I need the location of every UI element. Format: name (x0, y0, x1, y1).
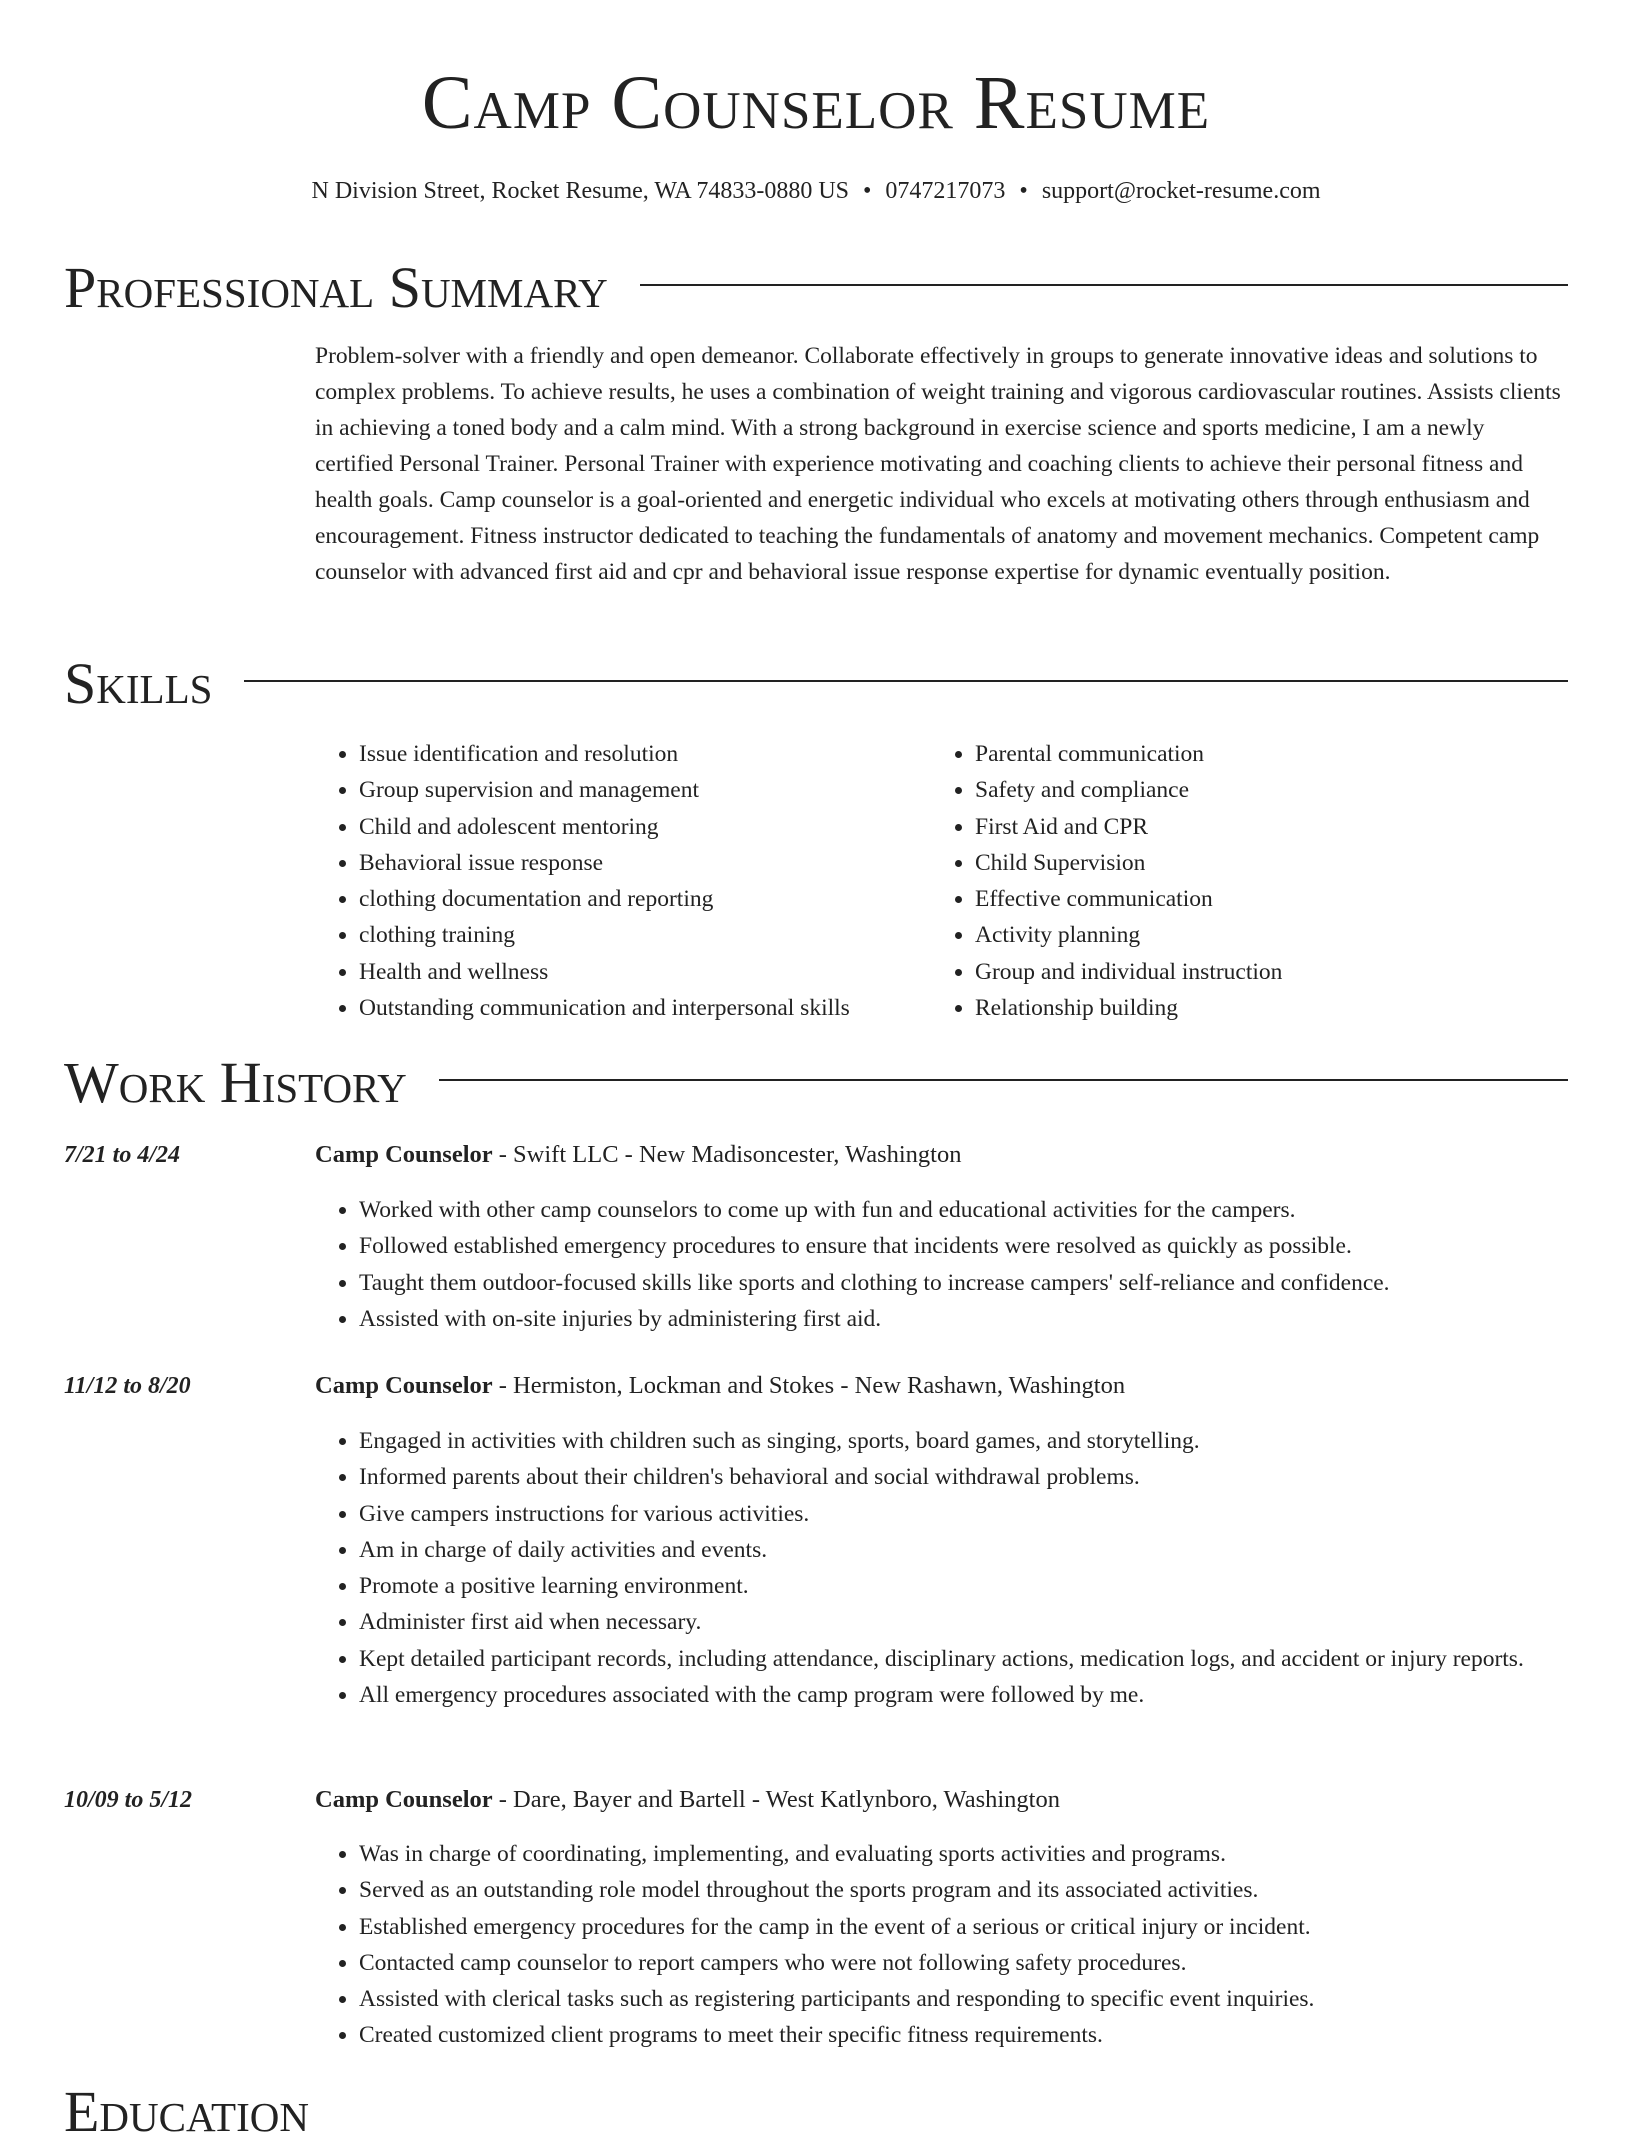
skill-item: • Activity planning (975, 917, 1575, 953)
resume-title: Camp Counselor Resume (421, 61, 1211, 145)
section-divider (439, 1079, 1568, 1081)
work-section-heading (64, 1051, 1568, 1115)
section-divider (244, 680, 1568, 682)
skill-item: • Relationship building (975, 990, 1575, 1026)
job-bullet: • Followed established emergency procedures to ensure that incidents were resolved as quickly as possible. (359, 1228, 1612, 1264)
job-employer: - Dare, Bayer and Bartell - West Katlynboro, Washington (492, 1786, 1060, 1813)
job-bullet: • Engaged in activities with children such as singing, sports, board games, and storytelling. (359, 1423, 1612, 1459)
job-employer: - Hermiston, Lockman and Stokes - New Rashawn, Washington (492, 1372, 1126, 1399)
section-divider (640, 284, 1568, 286)
job-dates: 10/09 to 5/12 (64, 1787, 193, 1813)
job-title-line (315, 1138, 961, 1172)
job-bullet: • Administer first aid when necessary. (359, 1604, 1612, 1640)
job-dates: 7/21 to 4/24 (64, 1142, 181, 1168)
education-heading: Education (64, 2079, 309, 2144)
job-bullet: • All emergency procedures associated with the camp program were followed by me. (359, 1677, 1612, 1713)
job-bullet: • Established emergency procedures for the camp in the event of a serious or critical injury or incident. (359, 1909, 1612, 1945)
job-bullet: • Kept detailed participant records, including attendance, disciplinary actions, medication logs, and accident or injury reports. (359, 1641, 1612, 1677)
job-bullet: • Promote a positive learning environment. (359, 1568, 1612, 1604)
job-bullet: • Assisted with on-site injuries by administering first aid. (359, 1301, 1612, 1337)
skill-item: • Group and individual instruction (975, 954, 1575, 990)
skill-item: • Behavioral issue response (359, 845, 929, 881)
job-bullet: • Assisted with clerical tasks such as registering participants and responding to specific event inquiries. (359, 1981, 1612, 2017)
job-title-line (315, 1369, 1125, 1403)
contact-email[interactable]: support@rocket-resume.com (1041, 178, 1321, 204)
job-role: Camp Counselor (315, 1141, 493, 1168)
job-bullets (315, 1192, 1612, 1337)
contact-separator: • (863, 178, 872, 204)
job-role: Camp Counselor (315, 1372, 493, 1399)
skill-item: • Child and adolescent mentoring (359, 809, 929, 845)
job-bullet: • Contacted camp counselor to report campers who were not following safety procedures. (359, 1945, 1612, 1981)
job-bullet: • Created customized client programs to meet their specific fitness requirements. (359, 2017, 1612, 2053)
job-bullet: • Give campers instructions for various activities. (359, 1496, 1612, 1532)
job-bullets (315, 1423, 1612, 1713)
summary-heading: Professional Summary (64, 255, 608, 320)
job-bullet: • Informed parents about their children's behavioral and social withdrawal problems. (359, 1459, 1612, 1495)
skill-item: • Issue identification and resolution (359, 736, 929, 772)
job-bullet: • Was in charge of coordinating, implementing, and evaluating sports activities and programs. (359, 1836, 1612, 1872)
job-bullet: • Am in charge of daily activities and events. (359, 1532, 1612, 1568)
skill-item: • clothing documentation and reporting (359, 881, 929, 917)
job-dates: 11/12 to 8/20 (64, 1373, 191, 1399)
work-heading: Work History (64, 1050, 407, 1115)
skill-item: • Parental communication (975, 736, 1575, 772)
job-bullet: • Served as an outstanding role model throughout the sports program and its associated activities. (359, 1872, 1612, 1908)
skills-heading: Skills (64, 651, 213, 716)
skill-item: • Effective communication (975, 881, 1575, 917)
skill-item: • First Aid and CPR (975, 809, 1575, 845)
job-bullet: • Worked with other camp counselors to come up with fun and educational activities for the campers. (359, 1192, 1612, 1228)
skills-list-left (315, 736, 929, 1026)
summary-section-heading (64, 256, 1568, 320)
skill-item: • Child Supervision (975, 845, 1575, 881)
job-employer: - Swift LLC - New Madisoncester, Washington (492, 1141, 962, 1168)
skill-item: • Outstanding communication and interpersonal skills (359, 990, 929, 1026)
skills-list-right (931, 736, 1575, 1026)
skill-item: • Safety and compliance (975, 772, 1575, 808)
job-bullets (315, 1836, 1612, 2054)
education-section-heading (64, 2080, 1568, 2144)
skill-item: • Health and wellness (359, 954, 929, 990)
skill-item: • Group supervision and management (359, 772, 929, 808)
skills-section-heading (64, 652, 1568, 716)
contact-address: N Division Street, Rocket Resume, WA 74833-0880 US (311, 178, 850, 204)
contact-line (0, 175, 1632, 207)
contact-phone: 0747217073 (885, 178, 1006, 204)
job-role: Camp Counselor (315, 1786, 493, 1813)
skill-item: • clothing training (359, 917, 929, 953)
summary-text: Problem-solver with a friendly and open demeanor. Collaborate effectively in groups to generate innovative ideas and solutions to complex problems. To achieve results, he uses a combination of weight training and vigorous cardiovascular routines. Assists clients in achieving a toned body and a calm mind. With a strong background in exercise science and sports medicine, I am a newly certified Personal Trainer. Personal Trainer with experience motivating and coaching clients to achieve their personal fitness and health goals. Camp counselor is a goal-oriented and energetic individual who excels at motivating others through enthusiasm and encouragement. Fitness instructor dedicated to teaching the fundamentals of anatomy and movement mechanics. Competent camp counselor with advanced first aid and cpr and behavioral issue response expertise for dynamic eventually position. (315, 343, 1561, 585)
job-bullet: • Taught them outdoor-focused skills like sports and clothing to increase campers' self-reliance and confidence. (359, 1265, 1612, 1301)
job-title-line (315, 1783, 1060, 1817)
contact-separator: • (1019, 178, 1028, 204)
